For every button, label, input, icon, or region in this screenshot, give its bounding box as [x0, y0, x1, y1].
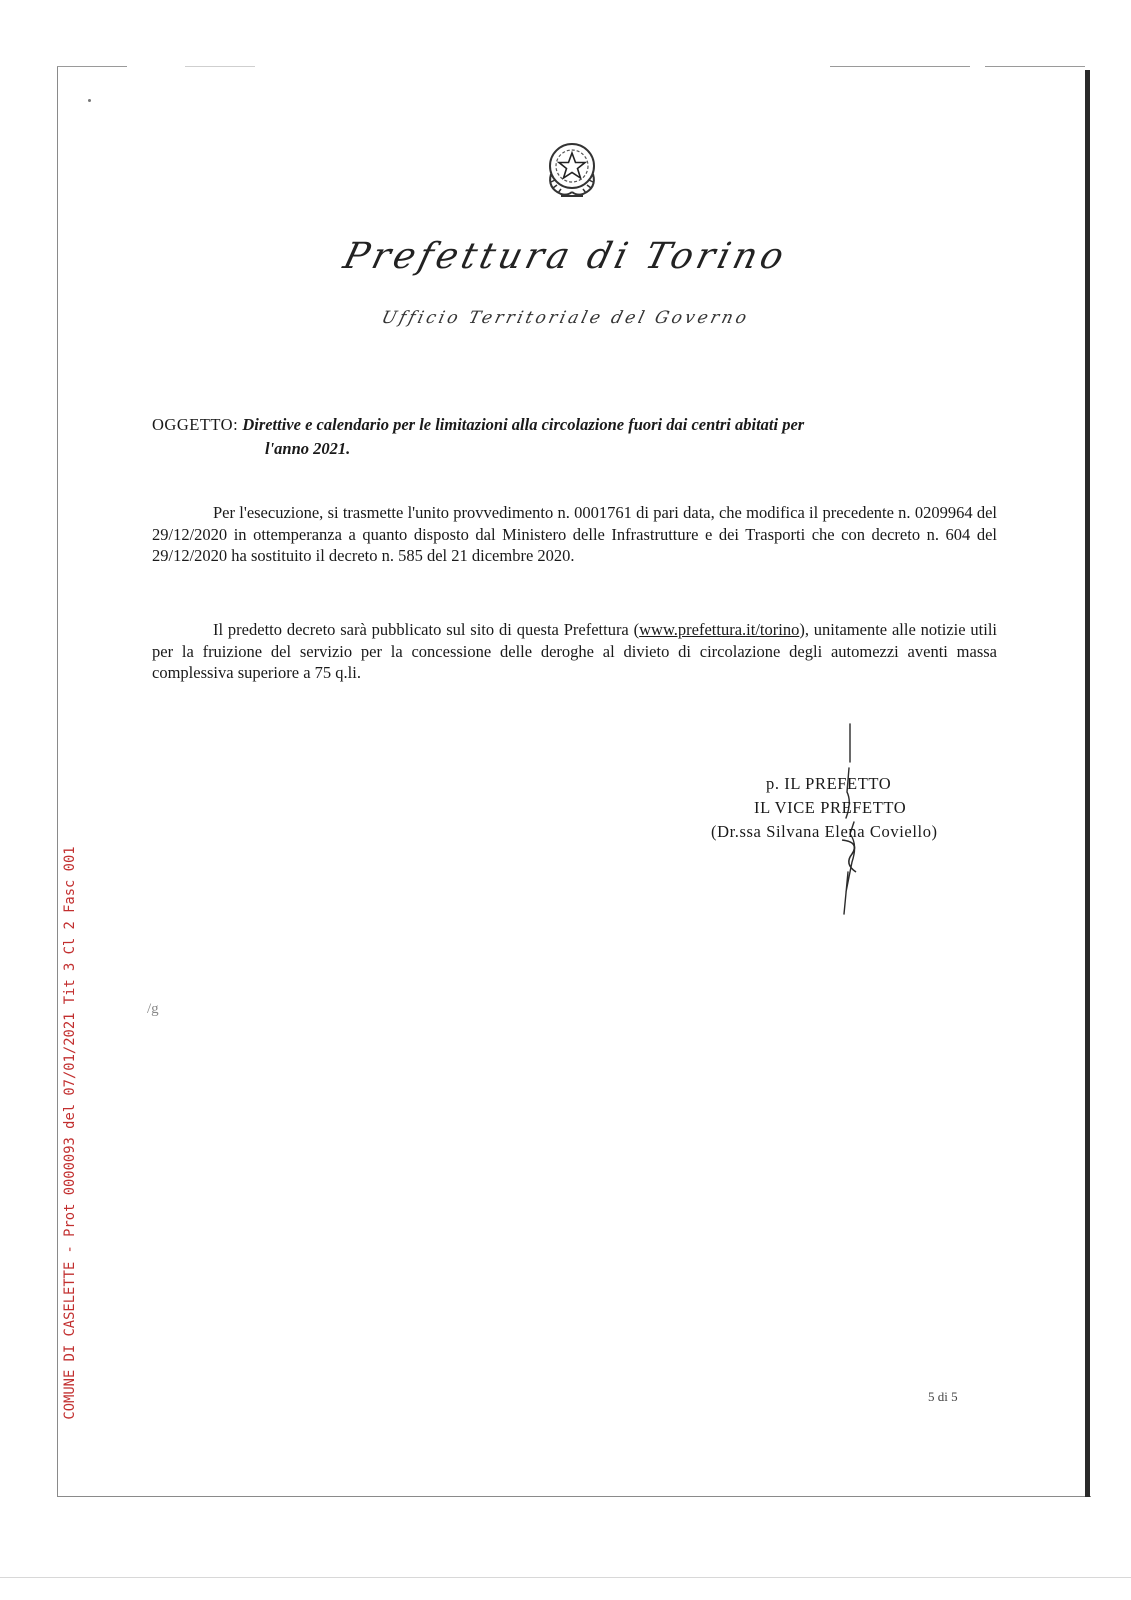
signature-block [711, 772, 1001, 844]
protocol-stamp: COMUNE DI CASELETTE - Prot 0000093 del 07/01/2021 Tit 3 Cl 2 Fasc 001 [62, 846, 78, 1420]
paragraph-2-text-continued: ), unitamente alle notizie utili per la fruizione del servizio per la concessione delle deroghe al divieto di circolazione degli automezzi aventi massa complessiva superiore a 75 q.li. [152, 620, 997, 682]
scan-dot [88, 99, 91, 102]
page-number: 5 di 5 [928, 1389, 958, 1404]
subject-text: Direttive e calendario per le limitazioni alla circolazione fuori dai centri abitati per [242, 415, 805, 434]
top-scan-mark [985, 66, 1085, 67]
signature-title-1: p. IL PREFETTO [766, 774, 892, 793]
signatory-name: (Dr.ssa Silvana Elena Coviello) [711, 822, 938, 841]
body-paragraph-1: Per l'esecuzione, si trasmette l'unito provvedimento n. 0001761 di pari data, che modifica il precedente n. 0209964 del 29/12/2020 in ottemperanza a quanto disposto dal Ministero delle Infrastrutture e dei Trasporti che con decreto n. 604 del 29/12/2020 ha sostituito il decreto n. 585 del 21 dicembre 2020. [152, 503, 997, 565]
subject-text-continued: l'anno 2021. [265, 439, 351, 458]
top-scan-mark [830, 66, 970, 67]
subject-block [152, 413, 997, 461]
author-initials: /g [147, 1001, 159, 1017]
prefecture-title: Prefettura di Torino [339, 236, 792, 277]
paragraph-2-text: Il predetto decreto sarà pubblicato sul sito di questa Prefettura ( [213, 620, 640, 639]
republic-emblem-icon [539, 136, 605, 202]
body-paragraph-2 [152, 619, 997, 684]
top-scan-mark [185, 66, 255, 67]
bottom-scan-line [0, 1577, 1131, 1578]
top-scan-mark [57, 66, 127, 67]
subject-line-1 [152, 413, 997, 437]
page-frame-right-edge [1085, 70, 1090, 1497]
prefecture-website-link[interactable]: www.prefettura.it/torino [639, 620, 800, 639]
subject-label: OGGETTO: [152, 415, 239, 434]
office-subtitle: Ufficio Territoriale del Governo [379, 308, 752, 328]
signature-title-2: IL VICE PREFETTO [754, 798, 907, 817]
